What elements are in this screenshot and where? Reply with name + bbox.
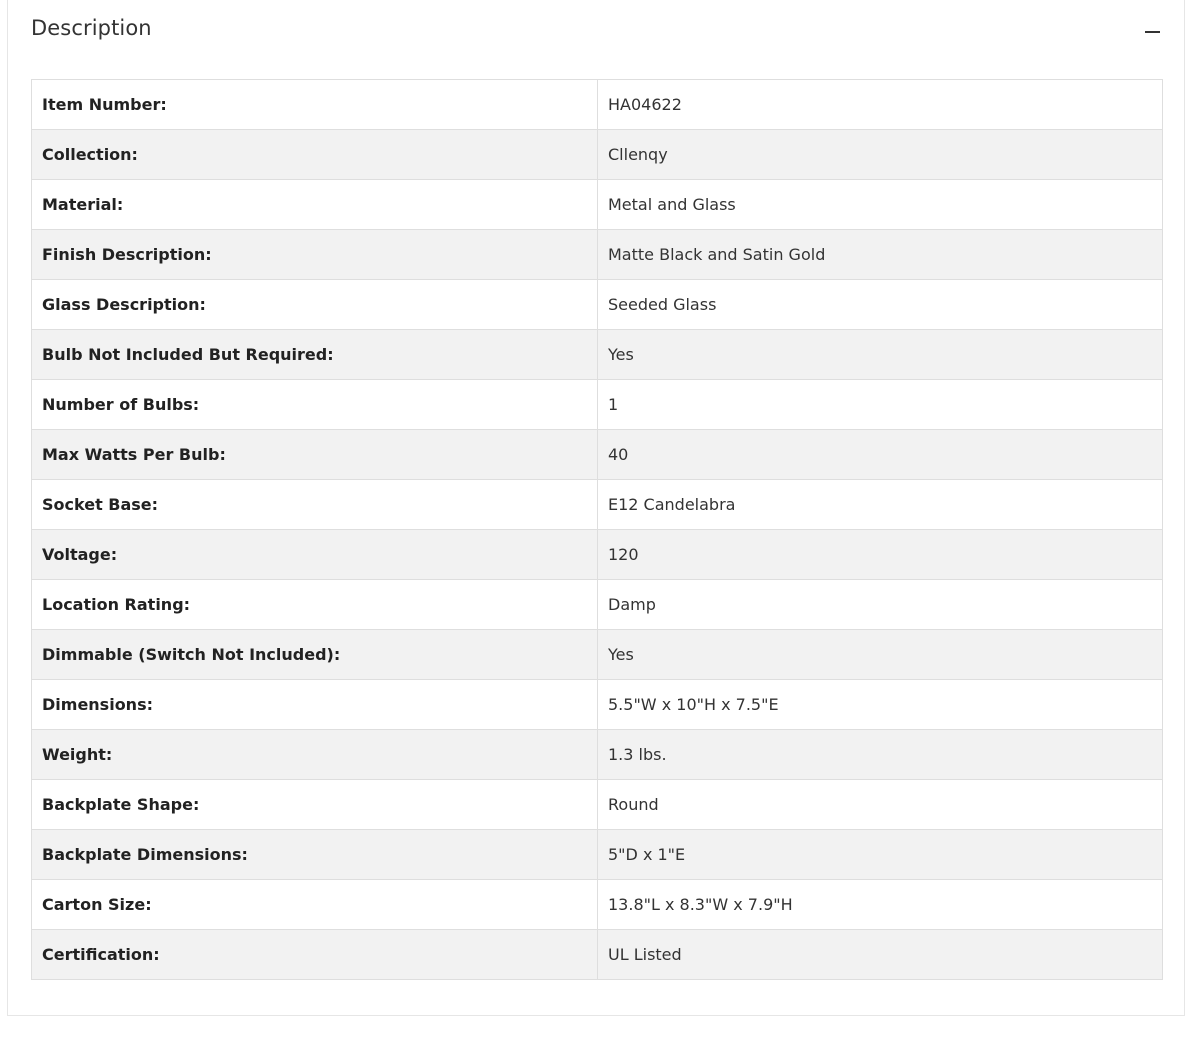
spec-value: Seeded Glass (598, 280, 1163, 330)
spec-value: Cllenqy (598, 130, 1163, 180)
spec-value: 13.8"L x 8.3"W x 7.9"H (598, 880, 1163, 930)
spec-value: 5"D x 1"E (598, 830, 1163, 880)
spec-table (31, 79, 1163, 980)
spec-label: Bulb Not Included But Required: (32, 330, 598, 380)
spec-value: 40 (598, 430, 1163, 480)
table-row (32, 80, 1163, 130)
table-row (32, 830, 1163, 880)
table-row (32, 330, 1163, 380)
spec-label: Dimmable (Switch Not Included): (32, 630, 598, 680)
spec-label: Carton Size: (32, 880, 598, 930)
description-header[interactable] (8, 0, 1184, 68)
section-title: Description (31, 16, 152, 40)
spec-value: HA04622 (598, 80, 1163, 130)
spec-label: Item Number: (32, 80, 598, 130)
spec-label: Certification: (32, 930, 598, 980)
table-row (32, 130, 1163, 180)
spec-value: 1 (598, 380, 1163, 430)
table-row (32, 380, 1163, 430)
spec-label: Number of Bulbs: (32, 380, 598, 430)
spec-value: Damp (598, 580, 1163, 630)
spec-label: Backplate Dimensions: (32, 830, 598, 880)
spec-label: Weight: (32, 730, 598, 780)
table-row (32, 530, 1163, 580)
spec-value: 120 (598, 530, 1163, 580)
table-row (32, 430, 1163, 480)
spec-label: Location Rating: (32, 580, 598, 630)
spec-label: Collection: (32, 130, 598, 180)
spec-value: 1.3 lbs. (598, 730, 1163, 780)
spec-label: Socket Base: (32, 480, 598, 530)
spec-value: Round (598, 780, 1163, 830)
table-row (32, 930, 1163, 980)
spec-label: Voltage: (32, 530, 598, 580)
table-row (32, 280, 1163, 330)
table-row (32, 480, 1163, 530)
spec-value: E12 Candelabra (598, 480, 1163, 530)
spec-label: Material: (32, 180, 598, 230)
table-row (32, 180, 1163, 230)
spec-label: Backplate Shape: (32, 780, 598, 830)
spec-value: Matte Black and Satin Gold (598, 230, 1163, 280)
description-panel (7, 0, 1185, 1016)
collapse-button[interactable] (1140, 20, 1164, 44)
spec-value: Metal and Glass (598, 180, 1163, 230)
table-row (32, 630, 1163, 680)
table-row (32, 680, 1163, 730)
table-row (32, 730, 1163, 780)
spec-label: Glass Description: (32, 280, 598, 330)
table-row (32, 880, 1163, 930)
spec-value: UL Listed (598, 930, 1163, 980)
table-row (32, 230, 1163, 280)
spec-value: Yes (598, 330, 1163, 380)
spec-value: Yes (598, 630, 1163, 680)
spec-label: Finish Description: (32, 230, 598, 280)
table-row (32, 780, 1163, 830)
table-row (32, 580, 1163, 630)
spec-label: Max Watts Per Bulb: (32, 430, 598, 480)
minus-icon (1145, 31, 1160, 33)
spec-label: Dimensions: (32, 680, 598, 730)
spec-value: 5.5"W x 10"H x 7.5"E (598, 680, 1163, 730)
